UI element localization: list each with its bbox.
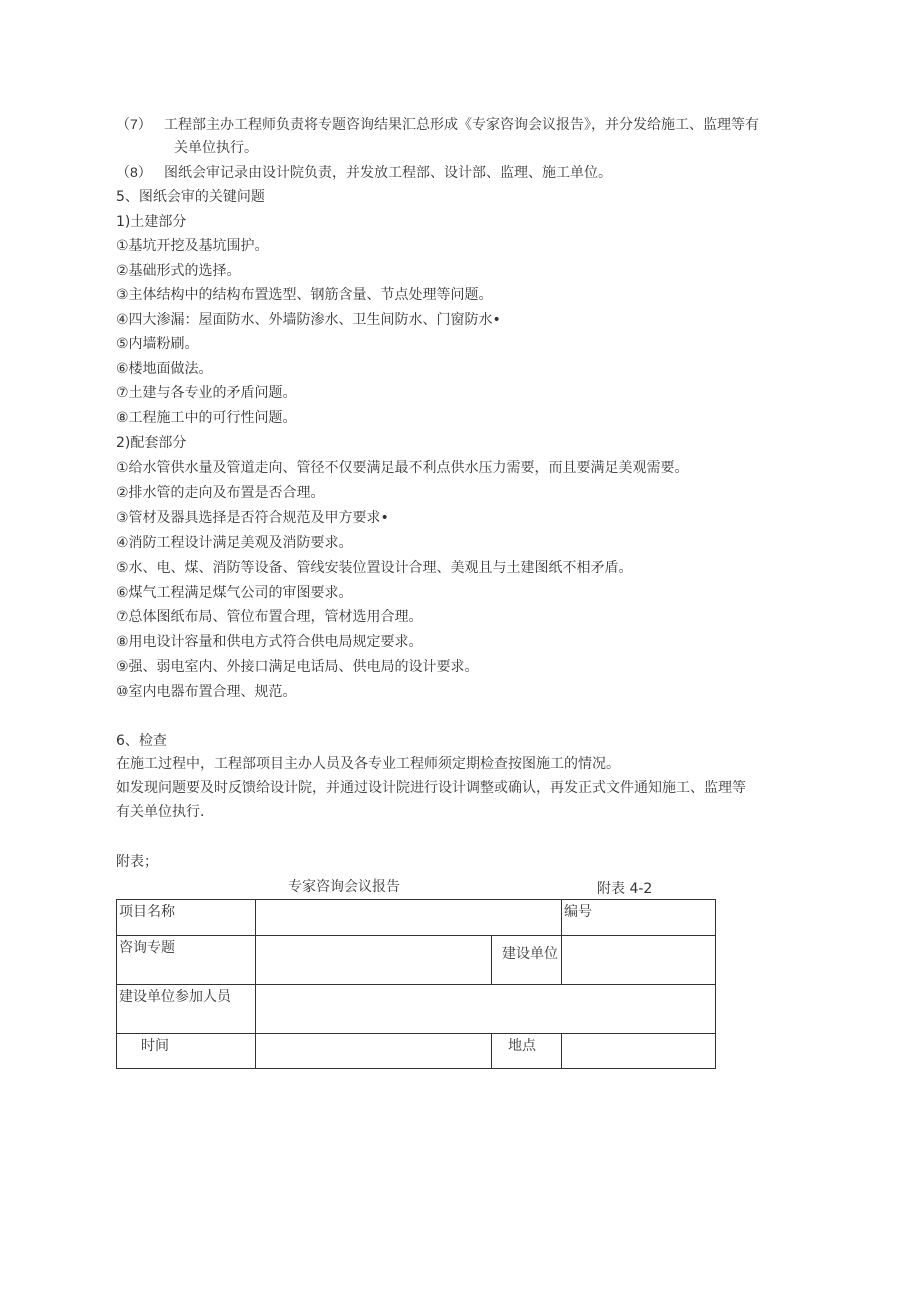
supporting-item: ⑤水、电、煤、消防等设备、管线安装位置设计合理、美观且与土建图纸不相矛盾。 <box>116 560 633 576</box>
consult-topic-value[interactable] <box>256 936 492 985</box>
civil-item: ⑤内墙粉刷。 <box>116 336 199 352</box>
construction-unit-value[interactable] <box>562 936 716 985</box>
civil-item: ②基础形式的选择。 <box>116 263 241 279</box>
inspection-paragraph-2-continuation: 有关单位执行. <box>116 804 205 820</box>
participants-value[interactable] <box>256 985 716 1034</box>
table-row <box>117 936 716 985</box>
table-number: 附表 4-2 <box>597 881 653 897</box>
supporting-item: ⑥煤气工程满足煤气公司的审图要求。 <box>116 585 353 601</box>
item-7-continuation: 关单位执行。 <box>174 140 258 156</box>
project-name-label: 项目名称 <box>117 900 256 936</box>
table-row <box>117 1034 716 1069</box>
item-8-number: （8） <box>116 164 152 180</box>
location-value[interactable] <box>562 1034 716 1069</box>
supporting-item: ①给水管供水量及管道走向、管径不仅要满足最不利点供水压力需要，而且要满足美观需要。 <box>116 460 689 476</box>
supporting-heading: 2)配套部分 <box>116 435 187 451</box>
appendix-label: 附表； <box>116 854 158 870</box>
time-value[interactable] <box>256 1034 492 1069</box>
section-6-heading: 6、检查 <box>116 733 167 749</box>
civil-item: ⑥楼地面做法。 <box>116 361 213 377</box>
inspection-paragraph-2: 如发现问题要及时反馈给设计院，并通过设计院进行设计调整或确认，再发正式文件通知施工、监理等 <box>116 780 746 796</box>
section-5-heading: 5、图纸会审的关键问题 <box>116 189 265 205</box>
serial-no-label: 编号 <box>562 900 716 936</box>
civil-item: ①基坑开挖及基坑围护。 <box>116 238 269 254</box>
supporting-item: ⑦总体图纸布局、管位布置合理，管材选用合理。 <box>116 609 423 625</box>
civil-item: ⑦土建与各专业的矛盾问题。 <box>116 385 297 401</box>
civil-item: ⑧工程施工中的可行性问题。 <box>116 410 297 426</box>
item-7-number: （7） <box>116 116 152 132</box>
expert-consultation-report-table <box>116 899 716 1069</box>
location-label: 地点 <box>492 1034 562 1069</box>
civil-heading: 1)土建部分 <box>116 214 187 230</box>
supporting-item: ⑨强、弱电室内、外接口满足电话局、供电局的设计要求。 <box>116 659 479 675</box>
consult-topic-label: 咨询专题 <box>117 936 256 985</box>
item-7 <box>116 114 759 135</box>
time-label: 时间 <box>117 1034 256 1069</box>
supporting-item: ⑧用电设计容量和供电方式符合供电局规定要求。 <box>116 634 423 650</box>
supporting-item: ②排水管的走向及布置是否合理。 <box>116 485 325 501</box>
item-8 <box>116 162 612 183</box>
inspection-paragraph-1: 在施工过程中，工程部项目主办人员及各专业工程师须定期检查按图施工的情况。 <box>116 756 620 772</box>
table-row <box>117 900 716 936</box>
construction-unit-label: 建设单位 <box>492 936 562 985</box>
table-title: 专家咨询会议报告 <box>288 879 400 895</box>
item-7-text: 工程部主办工程师负责将专题咨询结果汇总形成《专家咨询会议报告》，并分发给施工、监理等有 <box>164 117 759 133</box>
civil-item: ④四大渗漏：屋面防水、外墙防渗水、卫生间防水、门窗防水• <box>116 312 501 328</box>
supporting-item: ④消防工程设计满足美观及消防要求。 <box>116 535 353 551</box>
civil-item: ③主体结构中的结构布置选型、钢筋含量、节点处理等问题。 <box>116 287 493 303</box>
supporting-item: ⑩室内电器布置合理、规范。 <box>116 684 297 700</box>
participants-label: 建设单位参加人员 <box>117 985 256 1034</box>
item-8-text: 图纸会审记录由设计院负责，并发放工程部、设计部、监理、施工单位。 <box>164 165 612 181</box>
project-name-value[interactable] <box>256 900 562 936</box>
table-row <box>117 985 716 1034</box>
supporting-item: ③管材及器具选择是否符合规范及甲方要求• <box>116 510 389 526</box>
